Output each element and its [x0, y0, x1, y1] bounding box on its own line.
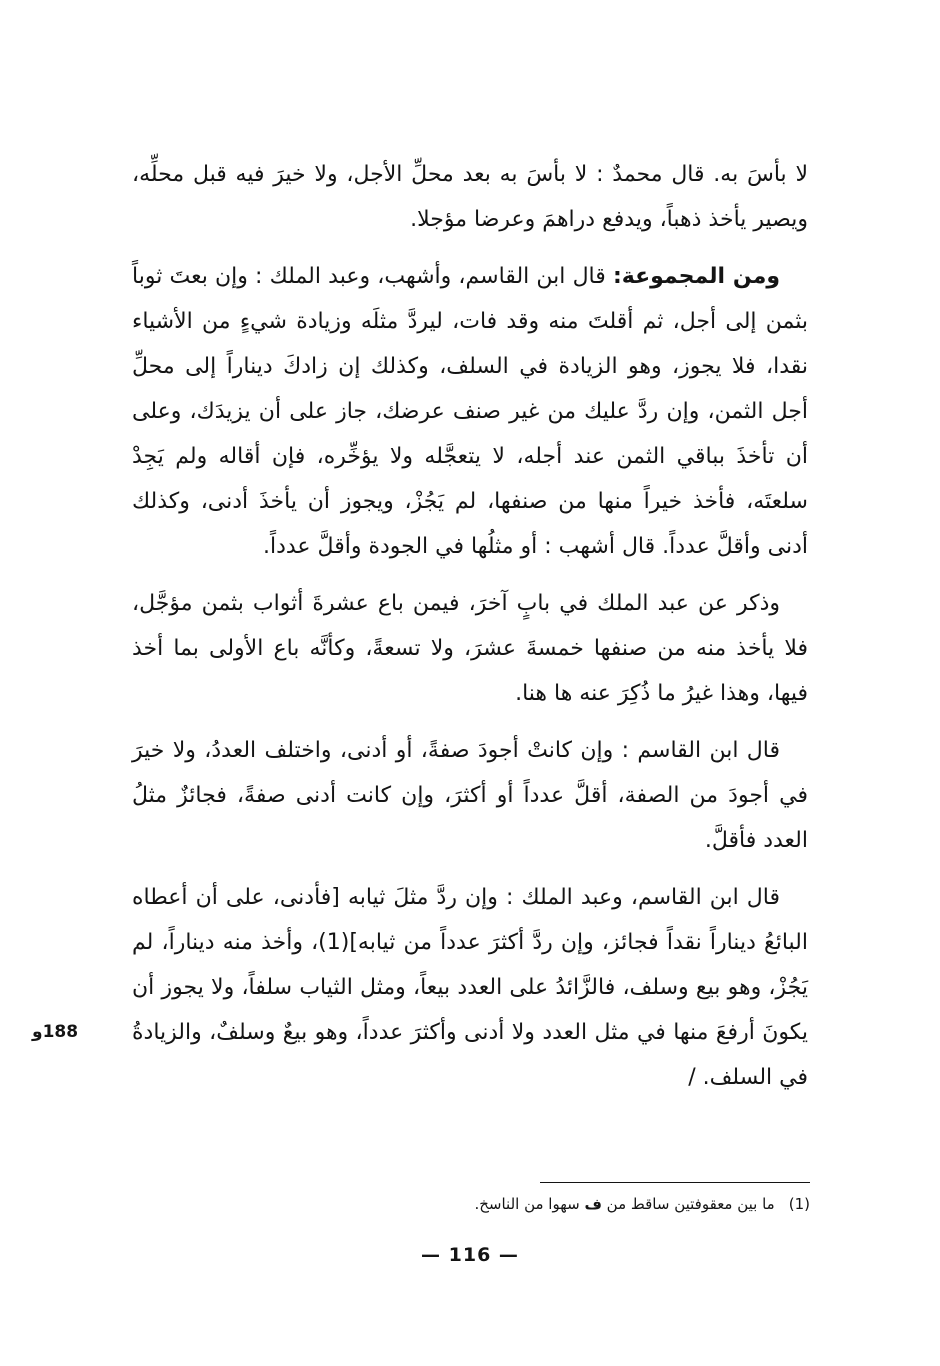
paragraph-5-text: قال ابن القاسم، وعبد الملك : وإن ردَّ مثلَ ثيابه [فأدنى، على أن أعطاه البائعُ ديناراً نقداً فجائز، وإن ردَّ أكثرَ عدداً من ثيابه](1)، وأخذ منه ديناراً، لم يَجُزْ، وهو بيع وسلف، فالزَّائدُ على العدد بيعاً، ومثل الثياب سلفاً، ولا يجوز أن يكونَ أرفعَ منها في مثل العدد ولا أدنى وأكثرَ عدداً، وهو بيعٌ وسلفٌ، والزيادةُ في السلف. / [132, 885, 808, 1090]
footnote-text-before: ما بين معقوفتين ساقط من [601, 1195, 775, 1213]
paragraph-3-text: وذكر عن عبد الملك في بابٍ آخرَ، فيمن باع عشرةَ أثواب بثمن مؤجَّل، فلا يأخذ منه من صنفها خمسةَ عشرَ، ولا تسعةً، وكأنَّه باع الأولى بما أخذ فيها، وهذا غيرُ ما ذُكِرَ عنه ها هنا. [132, 591, 808, 706]
footnote-text-after: سهوا من الناسخ. [474, 1195, 585, 1213]
footnote [360, 1192, 810, 1216]
main-text-block [132, 152, 808, 1112]
paragraph-3 [132, 581, 808, 716]
footnote-divider [540, 1182, 810, 1183]
paragraph-2-lead: ومن المجموعة: [612, 264, 780, 289]
paragraph-4-text: قال ابن القاسم : وإن كانتْ أجودَ صفةً، أو أدنى، واختلف العددُ، ولا خيرَ في أجودَ من الصفة، أقلَّ عدداً أو أكثرَ، وإن كانت أدنى صفةً، فجائزٌ مثلُ العدد فأقلَّ. [132, 738, 808, 853]
footnote-manuscript-siglum: ف [584, 1195, 602, 1213]
footnote-marker: (1) [788, 1195, 810, 1213]
folio-marker: 188و [32, 1022, 79, 1042]
page-number: — 116 — [421, 1244, 519, 1266]
paragraph-4 [132, 728, 808, 863]
paragraph-5 [132, 875, 808, 1100]
paragraph-2-text: قال ابن القاسم، وأشهب، وعبد الملك : وإن بعتَ ثوباً بثمن إلى أجل، ثم أقلتَ منه وقد فات، ليردَّ مثلَه وزيادة شيءٍ من الأشياء نقدا، فلا يجوز، وهو الزيادة في السلف، وكذلك إن زادكَ ديناراً إلى محلِّ أجل الثمن، وإن ردَّ عليك من غير صنف عرضك، جاز على أن يزيدَك، وعلى أن تأخذَ بباقي الثمن عند أجله، لا يتعجَّله ولا يؤخِّره، فإن أقاله ولم يَجِدْ سلعتَه، فأخذ خيراً منها من صنفها، لم يَجُزْ، ويجوز أن يأخذَ أدنى، وكذلك أدنى وأقلَّ عدداً. قال أشهب : أو مثلُها في الجودة وأقلَّ عدداً. [132, 264, 808, 559]
paragraph-1-text: لا بأسَ به. قال محمدٌ : لا بأسَ به بعد محلِّ الأجل، ولا خيرَ فيه قبل محلِّه، ويصير يأخذ ذهباً، ويدفع دراهمَ وعرضا مؤجلا. [132, 162, 808, 232]
paragraph-1 [132, 152, 808, 242]
paragraph-2 [132, 254, 808, 569]
